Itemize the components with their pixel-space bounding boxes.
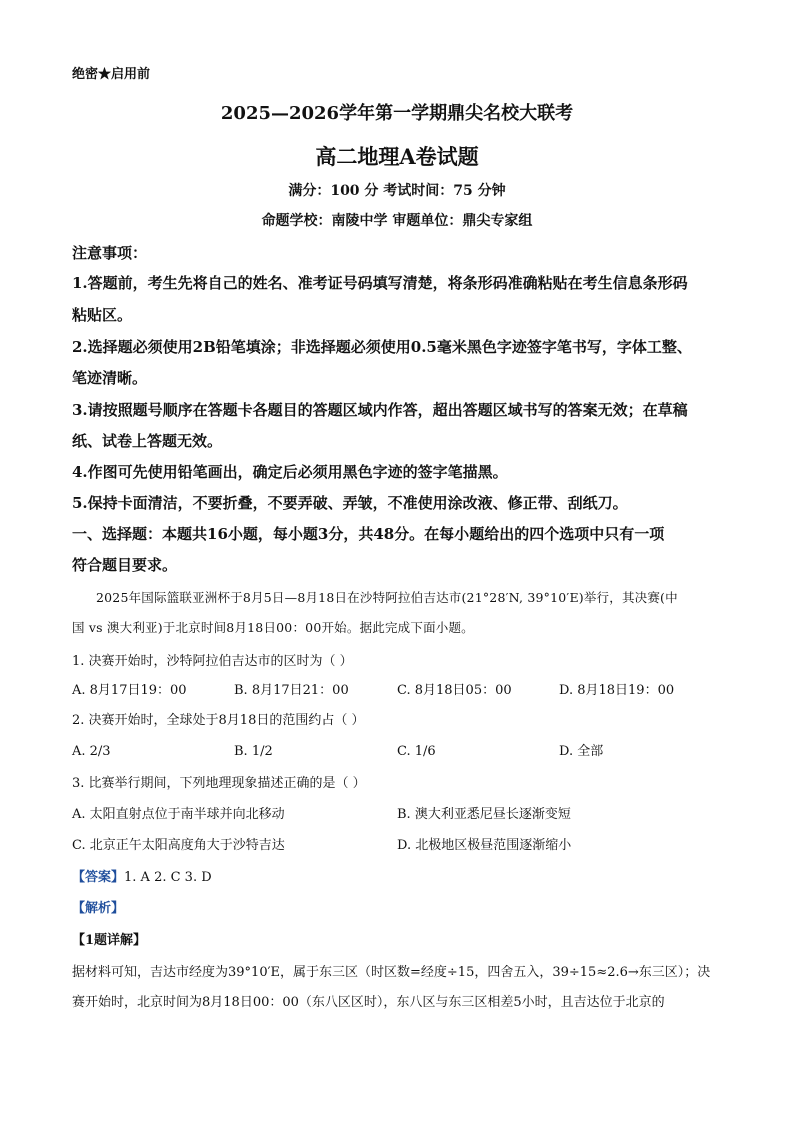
note-line: 1.答题前，考生先将自己的姓名、准考证号码填写清楚，将条形码准确粘贴在考生信息条形码	[72, 274, 688, 292]
secret-mark: 绝密★启用前	[72, 67, 151, 82]
question-2-option-c: C. 1/6	[397, 744, 436, 759]
school-info: 命题学校：南陵中学 审题单位：鼎尖专家组	[261, 213, 533, 229]
note-line: 5.保持卡面清洁，不要折叠，不要弄破、弄皱，不准使用涂改液、修正带、刮纸刀。	[72, 494, 628, 512]
exam-subtitle: 高二地理A卷试题	[315, 144, 479, 169]
question-3-option-c: C. 北京正午太阳高度角大于沙特吉达	[72, 838, 285, 853]
question-2-option-b: B. 1/2	[234, 744, 273, 759]
note-line: 纸、试卷上答题无效。	[72, 432, 223, 450]
exam-title: 2025—2026学年第一学期鼎尖名校大联考	[220, 103, 574, 124]
section-heading-cont: 符合题目要求。	[72, 556, 178, 574]
question-2-option-d: D. 全部	[559, 744, 604, 759]
question-2-option-a: A. 2/3	[72, 744, 111, 759]
score-time-info: 满分：100 分 考试时间：75 分钟	[288, 183, 506, 199]
question-1-option-a: A. 8月17日19：00	[72, 683, 187, 698]
note-line: 粘贴区。	[72, 306, 133, 324]
question-1-option-c: C. 8月18日05：00	[397, 683, 512, 698]
question-3-option-a: A. 太阳直射点位于南半球并向北移动	[72, 807, 285, 822]
note-line: 2.选择题必须使用2B铅笔填涂；非选择题必须使用0.5毫米黑色字迹签字笔书写，字体工整、	[72, 338, 692, 356]
note-line: 3.请按照题号顺序在答题卡各题目的答题区域内作答，超出答题区域书写的答案无效；在草稿	[72, 401, 688, 419]
question-1-option-d: D. 8月18日19：00	[559, 683, 675, 698]
analysis-text-cont: 赛开始时，北京时间为8月18日00：00（东八区区时），东八区与东三区相差5小时，且吉达位于北京的	[72, 995, 665, 1010]
notes-heading: 注意事项：	[72, 244, 148, 262]
detail-heading: 【1题详解】	[72, 933, 147, 948]
material-text: 2025年国际篮联亚洲杯于8月5日—8月18日在沙特阿拉伯吉达市(21°28′N, 39°10′E)举行，其决赛(中	[96, 590, 678, 605]
question-1-option-b: B. 8月17日21：00	[234, 683, 349, 698]
note-line: 4.作图可先使用铅笔画出，确定后必须用黑色字迹的签字笔描黑。	[72, 463, 508, 481]
question-1-stem: 1. 决赛开始时，沙特阿拉伯吉达市的区时为（ ）	[72, 654, 353, 669]
note-line: 笔迹清晰。	[72, 369, 148, 387]
question-2-stem: 2. 决赛开始时，全球处于8月18日的范围约占（ ）	[72, 713, 365, 728]
question-3-option-b: B. 澳大利亚悉尼昼长逐渐变短	[397, 807, 571, 822]
material-text-cont: 国 vs 澳大利亚)于北京时间8月18日00：00开始。据此完成下面小题。	[72, 620, 474, 635]
answer-label: 【答案】	[72, 870, 125, 885]
answer-line	[72, 871, 212, 884]
analysis-text: 据材料可知，吉达市经度为39°10′E，属于东三区（时区数=经度÷15，四舍五入，39÷15≈2.6→东三区）；决	[72, 965, 711, 980]
question-3-stem: 3. 比赛举行期间，下列地理现象描述正确的是（ ）	[72, 776, 366, 791]
question-3-option-d: D. 北极地区极昼范围逐渐缩小	[397, 838, 572, 853]
section-heading: 一、选择题：本题共16小题，每小题3分，共48分。在每小题给出的四个选项中只有一项	[72, 525, 665, 543]
answer-values: 1. A 2. C 3. D	[124, 870, 212, 885]
analysis-label: 【解析】	[72, 901, 125, 916]
